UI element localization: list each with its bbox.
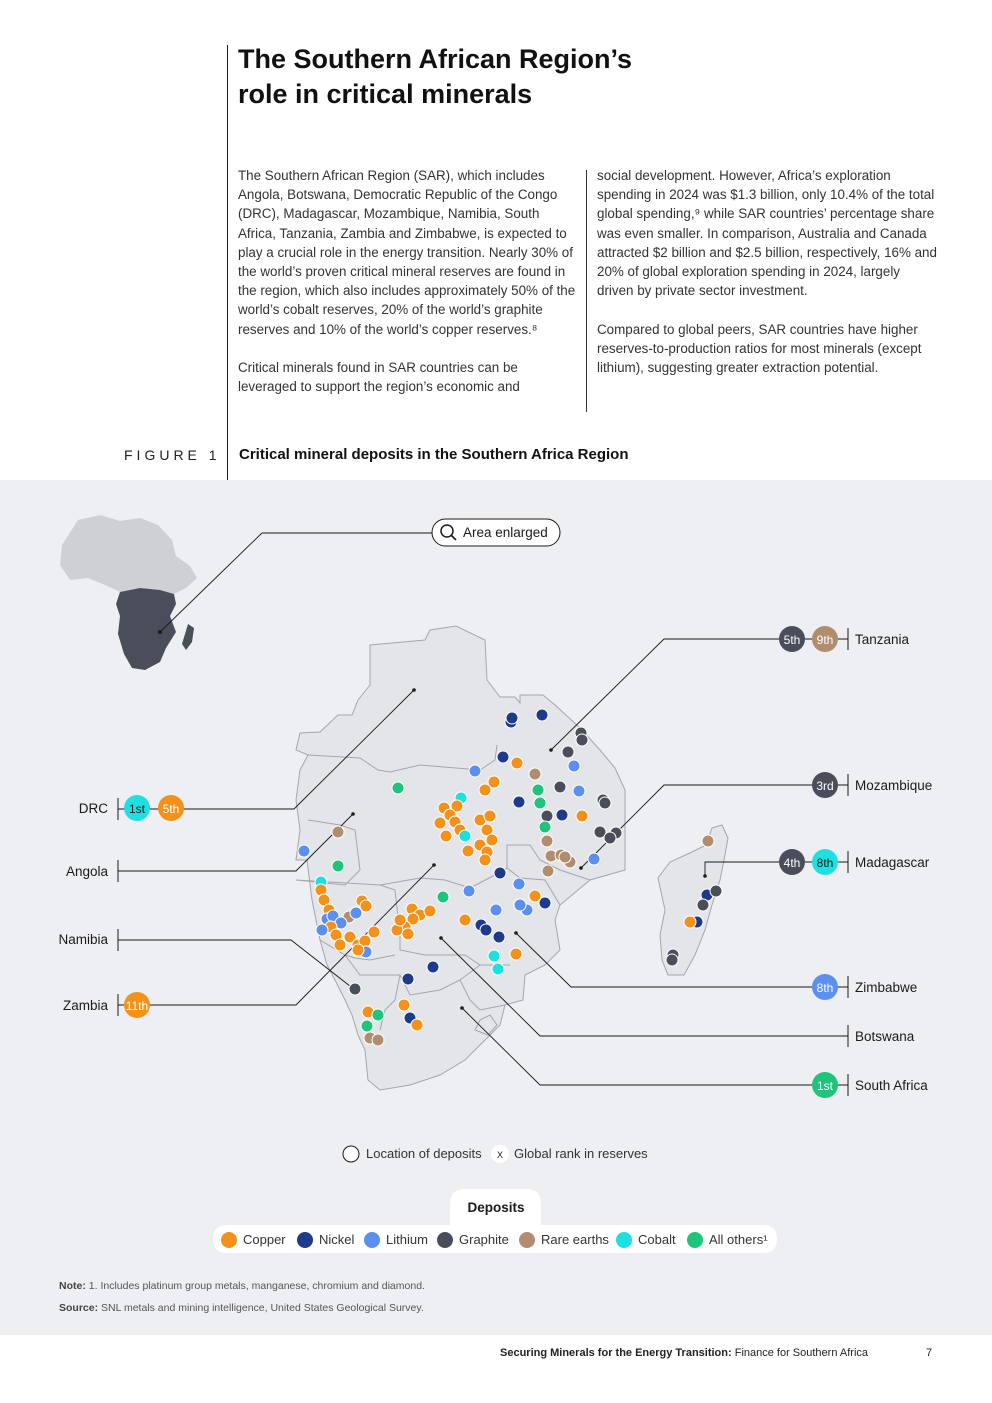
legend-swatch xyxy=(687,1232,703,1248)
leader-line-namibia xyxy=(118,940,355,990)
deposit-marker xyxy=(510,948,522,960)
deposit-marker xyxy=(440,830,452,842)
country-name: Zambia xyxy=(62,998,108,1013)
paragraph: Critical minerals found in SAR countries can be leveraged to support the region’s economic and xyxy=(238,360,520,395)
rank-badge-label: 11th xyxy=(125,999,149,1013)
deposit-marker xyxy=(459,830,471,842)
source xyxy=(59,1302,424,1314)
deposit-marker xyxy=(372,1009,384,1021)
country-name: South Africa xyxy=(855,1078,928,1093)
figure-label: FIGURE 1 xyxy=(124,447,221,463)
dot xyxy=(703,874,707,878)
deposit-marker xyxy=(427,961,439,973)
deposit-marker xyxy=(316,924,328,936)
region-outline xyxy=(296,626,625,1090)
deposit-marker xyxy=(568,760,580,772)
deposit-marker xyxy=(576,810,588,822)
deposit-marker xyxy=(576,734,588,746)
deposits-title: Deposits xyxy=(467,1200,525,1215)
deposit-marker xyxy=(511,757,523,769)
deposit-marker xyxy=(424,905,436,917)
country-label-zambia xyxy=(63,992,150,1018)
deposit-marker xyxy=(513,878,525,890)
legend-item-label: Copper xyxy=(243,1232,286,1247)
legend-swatch xyxy=(364,1232,380,1248)
legend-item-label: Graphite xyxy=(459,1232,509,1247)
country-name: Tanzania xyxy=(855,632,910,647)
area-enlarged-pill xyxy=(432,519,560,546)
legend-item-label: Rare earths xyxy=(541,1232,609,1247)
deposit-marker xyxy=(349,983,361,995)
deposit-marker xyxy=(588,853,600,865)
legend-item-label: Nickel xyxy=(319,1232,355,1247)
title-line-1: The Southern African Region’s xyxy=(238,44,633,74)
deposit-marker xyxy=(350,907,362,919)
legend-rank-label: Global rank in reserves xyxy=(514,1146,648,1161)
deposit-marker xyxy=(492,963,504,975)
deposit-marker xyxy=(486,834,498,846)
country-label-madagascar xyxy=(779,849,930,875)
deposit-marker xyxy=(493,931,505,943)
leader-line-southafrica xyxy=(462,1008,848,1085)
deposit-marker xyxy=(488,950,500,962)
deposit-marker xyxy=(514,899,526,911)
deposit-marker xyxy=(334,939,346,951)
southern-africa-highlight xyxy=(116,588,176,670)
deposit-marker xyxy=(702,835,714,847)
country-label-namibia xyxy=(58,932,108,947)
legend-item-label: Cobalt xyxy=(638,1232,676,1247)
deposit-marker xyxy=(352,944,364,956)
deposit-marker xyxy=(402,928,414,940)
legend-swatch xyxy=(221,1232,237,1248)
footer-title xyxy=(500,1347,868,1359)
southern-africa-map xyxy=(296,626,728,1090)
legend-location-label: Location of deposits xyxy=(366,1146,482,1161)
deposit-marker xyxy=(542,865,554,877)
madagascar-inset xyxy=(182,624,194,650)
deposit-marker xyxy=(529,768,541,780)
legend-swatch xyxy=(519,1232,535,1248)
note-text: 1. Includes platinum group metals, manganese, chromium and diamond. xyxy=(88,1280,425,1292)
deposit-marker xyxy=(506,712,518,724)
map-figure xyxy=(0,480,992,1335)
paragraph: Compared to global peers, SAR countries have higher reserves-to-production ratios for most minerals (except lithium), suggesting greater extraction potential. xyxy=(597,321,922,376)
deposit-marker xyxy=(402,973,414,985)
figure-panel xyxy=(0,480,992,1335)
paragraph: The Southern African Region (SAR), which includes Angola, Botswana, Democratic Republic of the Congo (DRC), Madagascar, Mozambique, Namibia, South Africa, Tanzania, Zambia and Zimbabwe, is expected to play a crucial role in the energy transition. Nearly 30% of the world’s proven critical mineral reserves are found in the region, which also includes approximately 50% of the world’s cobalt reserves, 20% of the world’s graphite reserves and 10% of the world’s copper reserves.⁸ xyxy=(238,168,576,337)
legend-swatch xyxy=(437,1232,453,1248)
deposit-marker xyxy=(469,765,481,777)
deposit-marker xyxy=(534,797,546,809)
deposit-marker xyxy=(361,1020,373,1032)
deposit-marker xyxy=(539,821,551,833)
country-name: Angola xyxy=(65,864,108,879)
deposit-marker xyxy=(666,954,678,966)
vertical-rule xyxy=(227,45,228,480)
deposit-marker xyxy=(573,785,585,797)
map-legend xyxy=(343,1145,648,1163)
deposit-marker xyxy=(484,810,496,822)
deposit-marker xyxy=(532,784,544,796)
country-name: Mozambique xyxy=(855,778,933,793)
rank-badge-label: 3rd xyxy=(816,779,834,793)
deposit-marker xyxy=(539,897,551,909)
deposit-marker xyxy=(332,826,344,838)
deposit-marker xyxy=(513,796,525,808)
country-label-botswana xyxy=(855,1029,915,1044)
footer-title-bold: Securing Minerals for the Energy Transition: xyxy=(500,1347,732,1359)
legend-swatch xyxy=(616,1232,632,1248)
page-title xyxy=(238,42,758,112)
country-name: Madagascar xyxy=(855,855,930,870)
dot xyxy=(514,931,518,935)
paragraph: social development. However, Africa’s exploration spending in 2024 was $1.3 billion, only 10.4% of the total global spending,⁹ while SAR countries’ percentage share was even smaller. In comparison, Australia and Canada attracted $2 billion and $2.5 billion, respectively, 16% and 20% of global exploration spending in 2024, largely driven by private sector investment. xyxy=(597,168,937,299)
rank-badge-label: 5th xyxy=(162,802,180,816)
deposit-marker xyxy=(559,851,571,863)
leader-dot xyxy=(158,630,162,634)
deposit-marker xyxy=(541,810,553,822)
rank-badge-label: 1st xyxy=(816,1079,834,1093)
leader-line-tanzania xyxy=(551,639,848,750)
deposit-marker xyxy=(298,845,310,857)
country-name: Botswana xyxy=(855,1029,915,1044)
dot xyxy=(579,866,583,870)
deposit-marker xyxy=(462,845,474,857)
deposit-marker xyxy=(411,1019,423,1031)
deposit-marker xyxy=(392,782,404,794)
deposit-marker xyxy=(332,860,344,872)
source-label: Source: xyxy=(59,1302,99,1314)
footer-title-rest: Finance for Southern Africa xyxy=(734,1347,869,1359)
dot xyxy=(432,863,436,867)
deposit-marker xyxy=(372,1034,384,1046)
deposit-marker xyxy=(541,835,553,847)
source-text: SNL metals and mining intelligence, United States Geological Survey. xyxy=(101,1302,424,1314)
legend-item-label: Lithium xyxy=(386,1232,428,1247)
deposit-marker xyxy=(463,885,475,897)
deposit-marker xyxy=(697,899,709,911)
country-label-angola xyxy=(66,864,109,879)
legend-item-label: All others¹ xyxy=(709,1232,768,1247)
country-label-south-africa xyxy=(812,1072,928,1098)
country-name: DRC xyxy=(78,801,108,816)
legend-swatch xyxy=(297,1232,313,1248)
deposit-marker xyxy=(536,709,548,721)
country-name: Zimbabwe xyxy=(855,980,918,995)
rank-badge-label: 8th xyxy=(816,856,834,870)
note-label: Note: xyxy=(59,1280,86,1292)
text-column-right xyxy=(597,166,937,396)
country-label-drc xyxy=(79,795,184,821)
location-circle-icon xyxy=(343,1146,359,1162)
deposit-marker xyxy=(479,784,491,796)
deposit-marker xyxy=(684,916,696,928)
deposit-marker xyxy=(710,885,722,897)
deposit-marker xyxy=(394,914,406,926)
deposits-legend xyxy=(213,1189,777,1253)
deposit-marker xyxy=(562,746,574,758)
deposit-marker xyxy=(437,891,449,903)
rank-badge-label: 9th xyxy=(816,633,834,647)
column-divider xyxy=(586,170,587,412)
title-line-2: role in critical minerals xyxy=(238,79,533,109)
page-number: 7 xyxy=(926,1347,933,1359)
area-enlarged-label: Area enlarged xyxy=(463,525,548,540)
dot xyxy=(412,688,416,692)
deposit-marker xyxy=(604,832,616,844)
country-label-mozambique xyxy=(812,772,932,798)
dot xyxy=(439,936,443,940)
country-label-zimbabwe xyxy=(812,974,917,1000)
text-column-left xyxy=(238,166,578,416)
deposit-marker xyxy=(490,904,502,916)
deposit-marker xyxy=(434,817,446,829)
deposit-marker xyxy=(497,751,509,763)
deposit-marker xyxy=(494,867,506,879)
deposit-marker xyxy=(599,797,611,809)
dot xyxy=(549,748,553,752)
deposit-marker xyxy=(479,854,491,866)
deposit-marker xyxy=(368,926,380,938)
rank-badge-label: 8th xyxy=(816,981,834,995)
dot xyxy=(351,812,355,816)
rank-badge-label: 4th xyxy=(783,856,801,870)
africa-silhouette xyxy=(60,515,197,594)
deposit-marker xyxy=(556,809,568,821)
rank-badge-label: 5th xyxy=(783,633,801,647)
deposit-marker xyxy=(459,914,471,926)
dot xyxy=(460,1006,464,1010)
rank-badge-label: 1st xyxy=(128,802,146,816)
note xyxy=(59,1280,425,1292)
deposit-marker xyxy=(480,924,492,936)
deposit-marker xyxy=(554,781,566,793)
deposit-marker xyxy=(398,999,410,1011)
figure-title: Critical mineral deposits in the Southern Africa Region xyxy=(239,446,629,463)
country-name: Namibia xyxy=(58,932,108,947)
rank-symbol: X xyxy=(496,1150,504,1160)
